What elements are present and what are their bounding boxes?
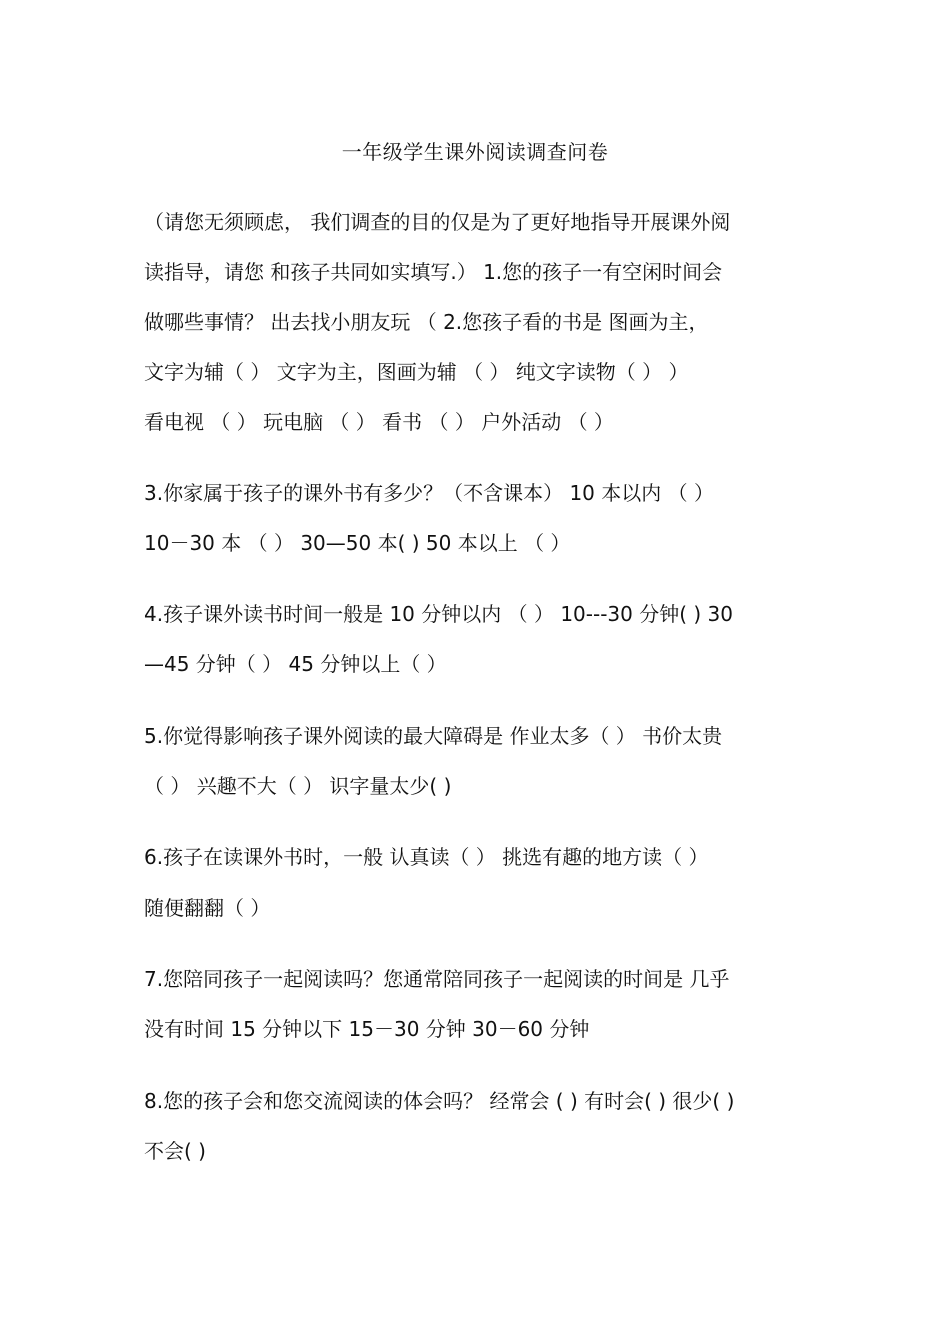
question-7-line-1: 7.您陪同孩子一起阅读吗？您通常陪同孩子一起阅读的时间是 几乎 xyxy=(144,967,730,991)
question-8-line-2: 不会( ) xyxy=(144,1139,206,1163)
text-line-4: 文字为辅（ ） 文字为主，图画为辅 （ ） 纯文字读物（ ） ） xyxy=(144,360,689,384)
text-line-3: 做哪些事情？ 出去找小朋友玩 （ 2.您孩子看的书是 图画为主， xyxy=(144,310,709,334)
document-title: 一年级学生课外阅读调查问卷 xyxy=(341,140,609,164)
text-line-1: （请您无须顾虑， 我们调查的目的仅是为了更好地指导开展课外阅 xyxy=(144,210,731,234)
question-5-line-2: （ ） 兴趣不大（ ） 识字量太少( ) xyxy=(144,774,452,798)
question-8-line-1: 8.您的孩子会和您交流阅读的体会吗？ 经常会 ( ) 有时会( ) 很少( ) xyxy=(144,1089,735,1113)
question-3-line-2: 10－30 本 （ ） 30—50 本( ) 50 本以上 （ ） xyxy=(144,531,571,555)
question-7-line-2: 没有时间 15 分钟以下 15－30 分钟 30－60 分钟 xyxy=(144,1017,590,1041)
question-6-line-2: 随便翻翻（ ） xyxy=(144,896,271,920)
question-4-line-1: 4.孩子课外读书时间一般是 10 分钟以内 （ ） 10---30 分钟( ) 30 xyxy=(144,602,733,626)
question-4-line-2: —45 分钟（ ） 45 分钟以上（ ） xyxy=(144,652,447,676)
text-line-2: 读指导，请您 和孩子共同如实填写.） 1.您的孩子一有空闲时间会 xyxy=(144,260,723,284)
text-line-5: 看电视 （ ） 玩电脑 （ ） 看书 （ ） 户外活动 （ ） xyxy=(144,410,614,434)
question-5-line-1: 5.你觉得影响孩子课外阅读的最大障碍是 作业太多（ ） 书价太贵 xyxy=(144,724,723,748)
question-6-line-1: 6.孩子在读课外书时，一般 认真读（ ） 挑选有趣的地方读（ ） xyxy=(144,845,709,869)
question-3-line-1: 3.你家属于孩子的课外书有多少？（不含课本） 10 本以内 （ ） xyxy=(144,481,714,505)
